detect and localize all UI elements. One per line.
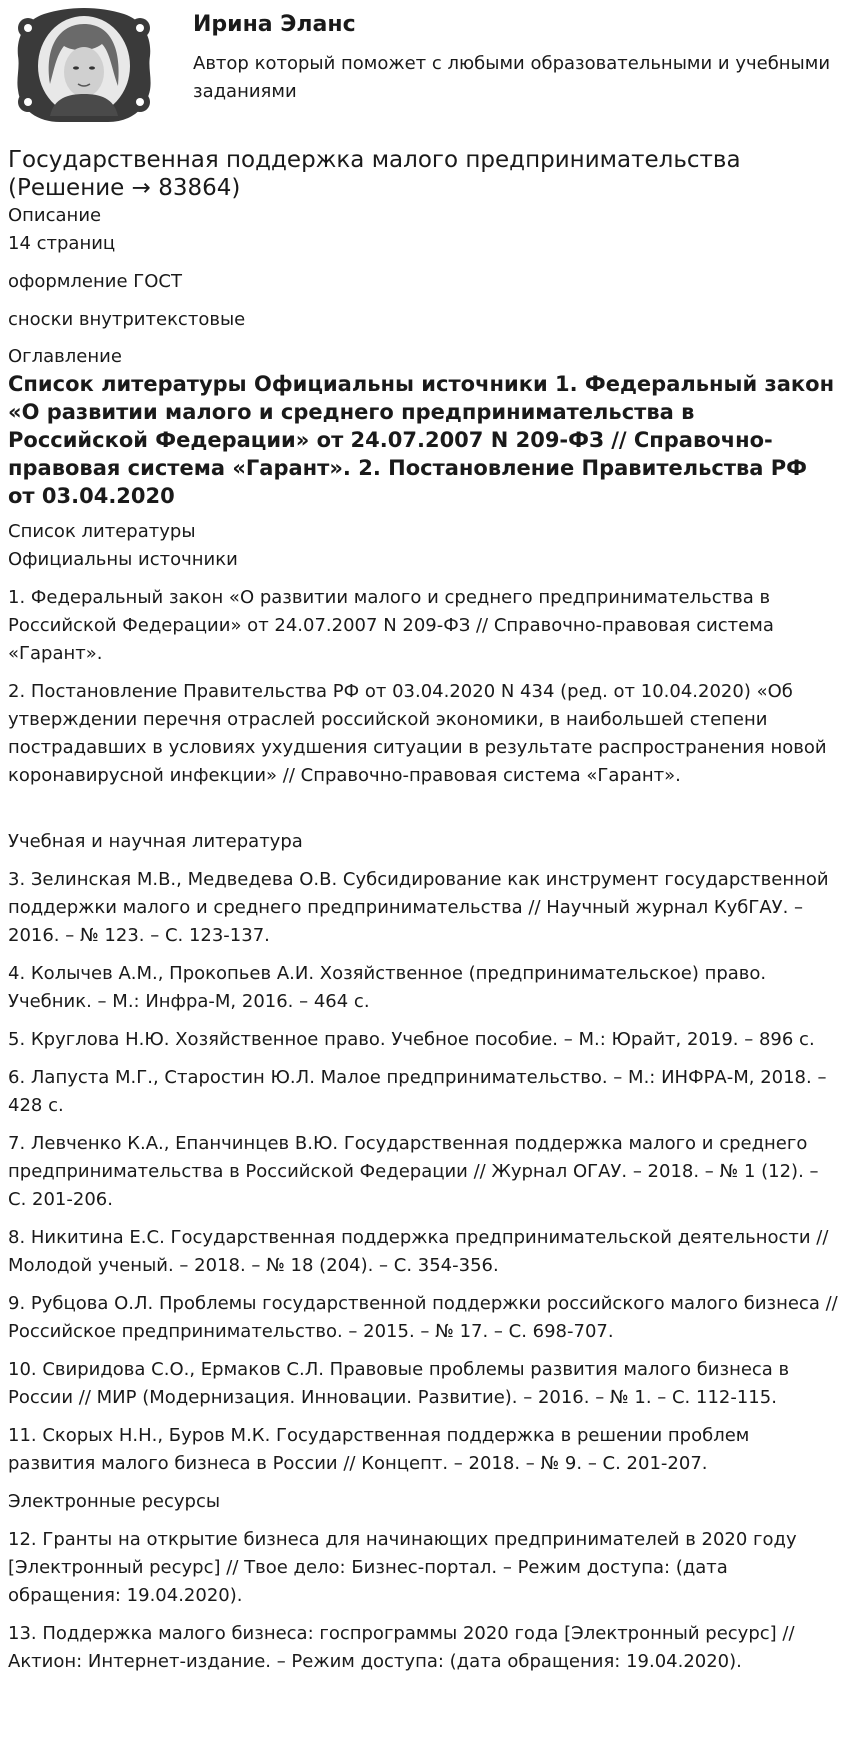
educational-literature-heading: Учебная и научная литература — [8, 831, 303, 852]
reference-item: 5. Круглова Н.Ю. Хозяйственное право. Учебное пособие. – М.: Юрайт, 2019. – 896 с. — [8, 1029, 815, 1050]
author-name[interactable]: Ирина Эланс — [193, 12, 356, 37]
reference-item: 2. Постановление Правительства РФ от 03.04.2020 N 434 (ред. от 10.04.2020) «Об утверждении перечня отраслей российской экономики, в наибольшей степени пострадавших в условиях ухудшения ситуации в результате распространения новой коронавирусной инфекции» // Справочно-правовая система «Гарант». — [8, 681, 827, 786]
reference-item: 9. Рубцова О.Л. Проблемы государственной поддержки российского малого бизнеса // Российское предпринимательство. – 2015. – № 17. – С. 698-707. — [8, 1293, 838, 1342]
toc-summary: Список литературы Официальны источники 1. Федеральный закон «О развитии малого и среднего предпринимательства в Российской Федерации» от 24.07.2007 N 209-ФЗ // Справочно-правовая система «Гарант». 2. Постановление Правительства РФ от 03.04.2020 — [8, 372, 835, 508]
toc-label: Оглавление — [8, 346, 122, 367]
author-avatar[interactable] — [14, 6, 154, 124]
page-count: 14 страниц — [8, 233, 116, 254]
bibliography-heading: Список литературы — [8, 521, 196, 542]
reference-item: 13. Поддержка малого бизнеса: госпрограммы 2020 года [Электронный ресурс] // Актион: Интернет-издание. – Режим доступа: (дата обращения: 19.04.2020). — [8, 1623, 795, 1672]
reference-item: 12. Гранты на открытие бизнеса для начинающих предпринимателей в 2020 году [Электронный ресурс] // Твое дело: Бизнес-портал. – Режим доступа: (дата обращения: 19.04.2020). — [8, 1529, 797, 1606]
reference-item: 6. Лапуста М.Г., Старостин Ю.Л. Малое предпринимательство. – М.: ИНФРА-М, 2018. – 428 с. — [8, 1067, 827, 1116]
reference-item: 7. Левченко К.А., Епанчинцев В.Ю. Государственная поддержка малого и среднего предпринимательства в Российской Федерации // Журнал ОГАУ. – 2018. – № 1 (12). – С. 201-206. — [8, 1133, 819, 1210]
footnotes-info: сноски внутритекстовые — [8, 309, 246, 330]
author-card — [8, 0, 839, 140]
electronic-resources-heading: Электронные ресурсы — [8, 1491, 221, 1512]
description-label: Описание — [8, 205, 102, 226]
reference-item: 10. Свиридова С.О., Ермаков С.Л. Правовые проблемы развития малого бизнеса в России // МИР (Модернизация. Инновации. Развитие). – 2016. – № 1. – С. 112-115. — [8, 1359, 790, 1408]
format-info: оформление ГОСТ — [8, 271, 182, 292]
reference-item: 1. Федеральный закон «О развитии малого и среднего предпринимательства в Российской Федерации» от 24.07.2007 N 209-ФЗ // Справочно-правовая система «Гарант». — [8, 587, 774, 664]
spacer — [8, 790, 839, 828]
document-title: Государственная поддержка малого предпринимательства (Решение → 83864) — [8, 147, 741, 201]
official-sources-heading: Официальны источники — [8, 549, 238, 570]
author-description: Автор который поможет с любыми образовательными и учебными заданиями — [193, 53, 831, 102]
reference-item: 11. Скорых Н.Н., Буров М.К. Государственная поддержка в решении проблем развития малого бизнеса в России // Концепт. – 2018. – № 9. – С. 201-207. — [8, 1425, 750, 1474]
reference-item: 3. Зелинская М.В., Медведева О.В. Субсидирование как инструмент государственной поддержки малого и среднего предпринимательства // Научный журнал КубГАУ. – 2016. – № 123. – С. 123-137. — [8, 869, 829, 946]
reference-item: 8. Никитина Е.С. Государственная поддержка предпринимательской деятельности // Молодой ученый. – 2018. – № 18 (204). – С. 354-356. — [8, 1227, 829, 1276]
reference-item: 4. Колычев А.М., Прокопьев А.И. Хозяйственное (предпринимательское) право. Учебник. – М.: Инфра-М, 2016. – 464 с. — [8, 963, 767, 1012]
